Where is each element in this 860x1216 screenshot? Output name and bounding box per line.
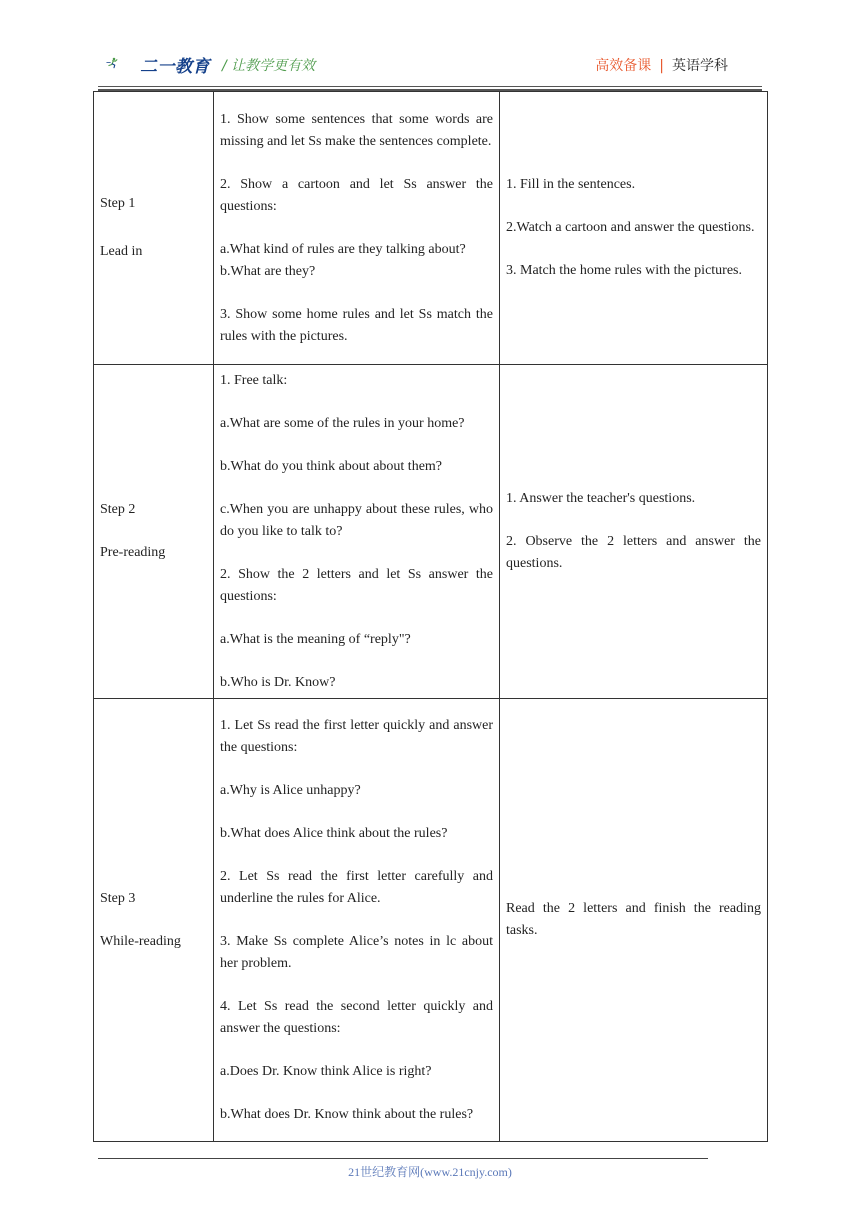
header-subject [595, 55, 728, 75]
activity-text: 2. Observe the 2 letters and answer the questions. [506, 534, 761, 571]
student-activity-cell [500, 699, 768, 1142]
activity-text: b.What do you think about about them? [220, 458, 443, 474]
activity-text: 1. Free talk: [220, 372, 288, 388]
activity-text: a.What is the meaning of “reply"? [220, 631, 411, 647]
header-tagline: 高效备课 [595, 58, 652, 74]
step-title: Pre-reading [100, 545, 166, 560]
footer-rule [98, 1158, 708, 1159]
activity-text: a.Does Dr. Know think Alice is right? [220, 1063, 432, 1079]
activity-text: a.What are some of the rules in your home? [220, 415, 465, 431]
teacher-activity-cell [214, 365, 500, 699]
activity-text: 2. Show a cartoon and let Ss answer the questions: [220, 176, 493, 214]
step-number: Step 1 [100, 196, 136, 211]
activity-text: 1. Show some sentences that some words are missing and let Ss make the sentences complete. [220, 111, 493, 149]
activity-text: b.What does Alice think about the rules? [220, 825, 448, 841]
activity-text: b.What are they? [220, 263, 316, 279]
activity-text: a.Why is Alice unhappy? [220, 782, 361, 798]
activity-text: 2. Show the 2 letters and let Ss answer the questions: [220, 566, 493, 604]
table-row [94, 92, 768, 365]
lesson-plan-table [93, 91, 768, 1142]
teacher-activity-cell [214, 92, 500, 365]
activity-text: c.When you are unhappy about these rules, who do you like to talk to? [220, 501, 493, 539]
student-activity-cell [500, 365, 768, 699]
page-header [0, 0, 860, 92]
activity-text: 1. Let Ss read the first letter quickly and answer the questions: [220, 717, 493, 755]
brand-name: 二一教育 [140, 57, 210, 77]
activity-text: 1. Fill in the sentences. [506, 177, 636, 192]
step-cell [94, 699, 214, 1142]
activity-text: b.What does Dr. Know think about the rules? [220, 1106, 474, 1122]
activity-text: 3. Match the home rules with the pictures. [506, 263, 742, 278]
step-number: Step 2 [100, 502, 136, 517]
footer-source: 21世纪教育网(www.21cnjy.com) [348, 1165, 512, 1179]
header-subject-label: 英语学科 [672, 58, 728, 74]
header-separator: | [659, 58, 664, 74]
table-row [94, 699, 768, 1142]
activity-text: 4. Let Ss read the second letter quickly and answer the questions: [220, 998, 493, 1036]
step-cell [94, 92, 214, 365]
activity-text: a.What kind of rules are they talking about? [220, 241, 466, 257]
student-activity-cell [500, 92, 768, 365]
header-rule [98, 86, 762, 87]
activity-text: 1. Answer the teacher's questions. [506, 491, 696, 506]
step-title: Lead in [100, 244, 143, 259]
step-number: Step 3 [100, 890, 136, 906]
activity-text: 3. Show some home rules and let Ss match the rules with the pictures. [220, 306, 493, 344]
step-cell [94, 365, 214, 699]
activity-text: b.Who is Dr. Know? [220, 674, 336, 690]
teacher-activity-cell [214, 699, 500, 1142]
table-row [94, 365, 768, 699]
brand-slogan: / 让教学更有效 [222, 58, 316, 74]
step-title: While-reading [100, 933, 181, 949]
activity-text: 3. Make Ss complete Alice’s notes in lc about her problem. [220, 933, 493, 971]
activity-text: 2. Let Ss read the first letter carefully and underline the rules for Alice. [220, 868, 493, 906]
activity-text: 2.Watch a cartoon and answer the questions. [506, 220, 755, 235]
activity-text: Read the 2 letters and finish the reading tasks. [506, 901, 761, 938]
